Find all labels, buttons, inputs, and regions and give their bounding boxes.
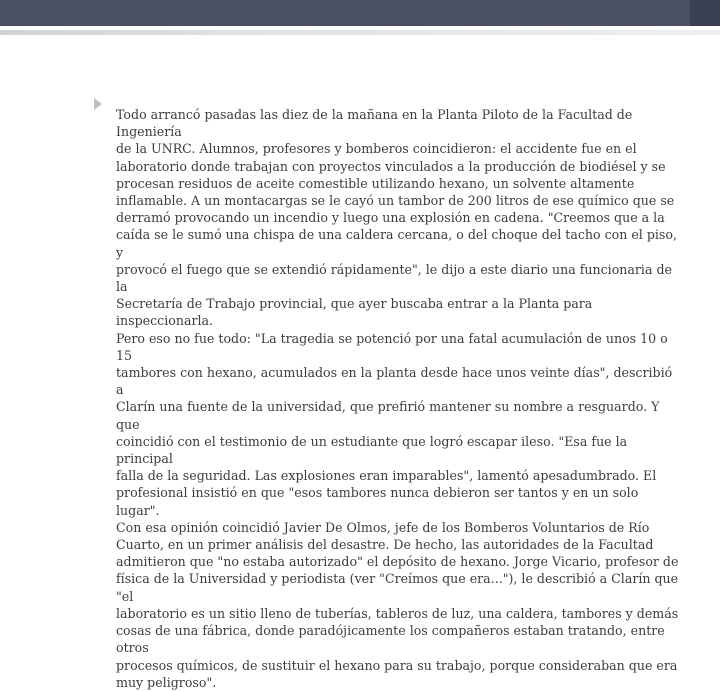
- slide-header-bar: [0, 0, 720, 26]
- header-accent-block: [690, 0, 720, 26]
- slide-body-text: Todo arrancó pasadas las diez de la mañana en la Planta Piloto de la Facultad de Ingeniería de la UNRC. Alumnos, profesores y bomberos coincidieron: el accidente fue en el laboratorio donde trabajan con proyectos vinculados a la producción de biodiésel y se procesan residuos de aceite comestible utilizando hexano, un solvente altamente inflamable. A un montacargas se le cayó un tambor de 200 litros de ese químico que se derramó provocando un incendio y luego una explosión en cadena. "Creemos que a la caída se le sumó una chispa de una caldera cercana, o del choque del tacho con el piso, y provocó el fuego que se extendió rápidamente", le dijo a este diario una funcionaria de la Secretaría de Trabajo provincial, que ayer buscaba entrar a la Planta para inspeccionarla. Pero eso no fue todo: "La tragedia se potenció por una fatal acumulación de unos 10 o 15 tambores con hexano, acumulados en la planta desde hace unos veinte días", describió a Clarín una fuente de la universidad, que prefirió mantener su nombre a resguardo. Y que coincidió con el testimonio de un estudiante que logró escapar ileso. "Esa fue la principal falla de la seguridad. Las explosiones eran imparables", lamentó apesadumbrado. El profesional insistió en que "esos tambores nunca debieron ser tantos y en un solo lugar". Con esa opinión coincidió Javier De Olmos, jefe de los Bomberos Voluntarios de Río Cuarto, en un primer análisis del desastre. De hecho, las autoridades de la Facultad admitieron que "no estaba autorizado" el depósito de hexano. Jorge Vicario, profesor de física de la Universidad y periodista (ver "Creímos que era..."), le describió a Clarín que "el laboratorio es un sitio lleno de tuberías, tableros de luz, una caldera, tambores y demás cosas de una fábrica, donde paradójicamente los compañeros estaban tratando, entre otros procesos químicos, de sustituir el hexano para su trabajo, porque consideraban que era muy peligroso".: [116, 107, 679, 690]
- header-divider-rule: [0, 30, 720, 35]
- bullet-marker-icon: [94, 98, 102, 110]
